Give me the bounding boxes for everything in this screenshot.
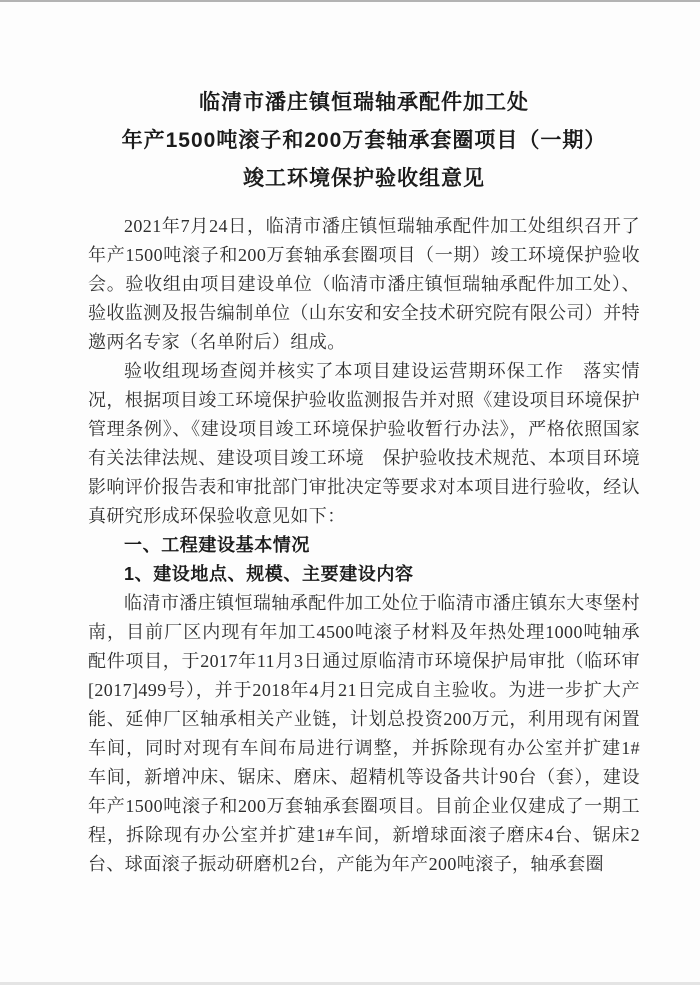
document-title	[88, 84, 640, 198]
document-content	[88, 84, 640, 879]
paragraph-review-basis: 验收组现场查阅并核实了本项目建设运营期环保工作 落实情况，根据项目竣工环境保护验收监测报告并对照《建设项目环境保护管理条例》、《建设项目竣工环境保护验收暂行办法》，严格依照国家有关法律法规、建设项目竣工环境 保护验收技术规范、本项目环境影响评价报告表和审批部门审批决定等要求对本项目进行验收，经认真研究形成环保验收意见如下：	[88, 361, 640, 526]
paragraph-project-details: 临清市潘庄镇恒瑞轴承配件加工处位于临清市潘庄镇东大枣堡村南，目前厂区内现有年加工4500吨滚子材料及年热处理1000吨轴承配件项目，于2017年11月3日通过原临清市环境保护局审批（临环审[2017]499号），并于2018年4月21日完成自主验收。为进一步扩大产能、延伸厂区轴承相关产业链，计划总投资200万元，利用现有闲置车间，同时对现有车间布局进行调整，并拆除现有办公室并扩建1#车间，新增冲床、锯床、磨床、超精机等设备共计90台（套），建设年产1500吨滚子和200万套轴承套圈项目。目前企业仅建成了一期工程，拆除现有办公室并扩建1#车间，新增球面滚子磨床4台、锯床2台、球面滚子振动研磨机2台，产能为年产200吨滚子，轴承套圈	[88, 593, 640, 874]
section-heading-construction-basics: 一、工程建设基本情况	[124, 535, 310, 555]
title-line-project: 年产1500吨滚子和200万套轴承套圈项目（一期）	[121, 129, 607, 152]
title-line-opinion: 竣工环境保护验收组意见	[243, 167, 485, 190]
page-top-edge	[0, 0, 700, 2]
paragraph-meeting-overview: 2021年7月24日，临清市潘庄镇恒瑞轴承配件加工处组织召开了年产1500吨滚子和200万套轴承套圈项目（一期）竣工环境保护验收会。验收组由项目建设单位（临清市潘庄镇恒瑞轴承配件加工处）、验收监测及报告编制单位（山东安和安全技术研究院有限公司）并特邀两名专家（名单附后）组成。	[88, 216, 640, 352]
title-line-company: 临清市潘庄镇恒瑞轴承配件加工处	[199, 91, 529, 114]
sub-heading-location-scale-content: 1、建设地点、规模、主要建设内容	[124, 564, 414, 584]
